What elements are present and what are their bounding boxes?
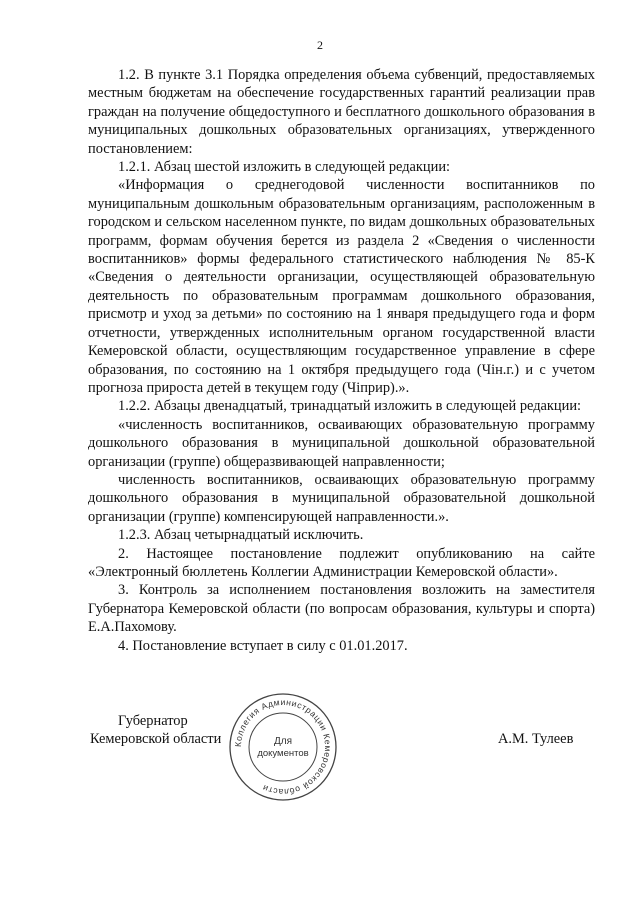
stamp-center-line1: Для — [273, 736, 293, 747]
paragraph-2: 2. Настоящее постановление подлежит опубликованию на сайте «Электронный бюллетень Коллегии Администрации Кемеровской области». — [88, 545, 595, 580]
paragraph-1-2-3: 1.2.3. Абзац четырнадцатый исключить. — [118, 527, 364, 544]
stamp-ring-text: Коллегия Администрации Кемеровской области — [232, 696, 334, 798]
document-body — [88, 66, 595, 655]
stamp-inner-ring — [249, 713, 317, 781]
paragraph-1-2-1: 1.2.1. Абзац шестой изложить в следующей редакции: — [118, 159, 451, 176]
signature-name: А.М. Тулеев — [498, 731, 574, 747]
paragraph-3: 3. Контроль за исполнением постановления возложить на заместителя Губернатора Кемеровской области (по вопросам образования, культуры и спорта) Е.А.Пахомову. — [88, 582, 595, 636]
stamp-outer-ring — [230, 694, 336, 800]
signature-title-line1: Губернатор — [118, 713, 188, 729]
paragraph-quote-information: «Информация о среднегодовой численности воспитанников по муниципальным дошкольным образовательным организациям, расположенным в городском и сельском населенном пункте, по видам дошкольных образовательных программ, формам обучения берется из раздела 2 «Сведения о численности воспитанников» формы федерального статистического наблюдения № 85-К «Сведения о деятельности организации, осуществляющей образовательную деятельность по образовательным программам дошкольного образования, присмотр и уход за детьми» по состоянию на 1 января предыдущего года и форм отчетности, утвержденных исполнительным органом государственной власти Кемеровской области, осуществляющим государственное управление в сфере образования, по состоянию на 1 октября предыдущего года (Чiн.г.) и с учетом прогноза прироста детей в текущем году (Чiприр).». — [88, 177, 595, 396]
paragraph-1-2: 1.2. В пункте 3.1 Порядка определения объема субвенций, предоставляемых местным бюджетам на обеспечение государственных гарантий реализации прав граждан на получение общедоступного и бесплатного дошкольного образования в муниципальных дошкольных образовательных организациях, утвержденного постановлением: — [88, 67, 595, 157]
stamp-center-line2: документов — [257, 748, 309, 759]
official-stamp — [228, 692, 338, 802]
page-number: 2 — [317, 38, 323, 52]
paragraph-4: 4. Постановление вступает в силу с 01.01.2017. — [118, 637, 408, 654]
paragraph-quote-general: «численность воспитанников, осваивающих образовательную программу дошкольного образования в муниципальной дошкольной образовательной организации (группе) общеразвивающей направленности; — [88, 416, 595, 470]
signature-title-line2: Кемеровской области — [90, 731, 222, 747]
paragraph-quote-compensating: численность воспитанников, осваивающих образовательную программу дошкольного образования в муниципальной образовательной дошкольной организации (группе) компенсирующей направленности.». — [88, 471, 595, 525]
paragraph-1-2-2: 1.2.2. Абзацы двенадцатый, тринадцатый изложить в следующей редакции: — [118, 398, 582, 415]
